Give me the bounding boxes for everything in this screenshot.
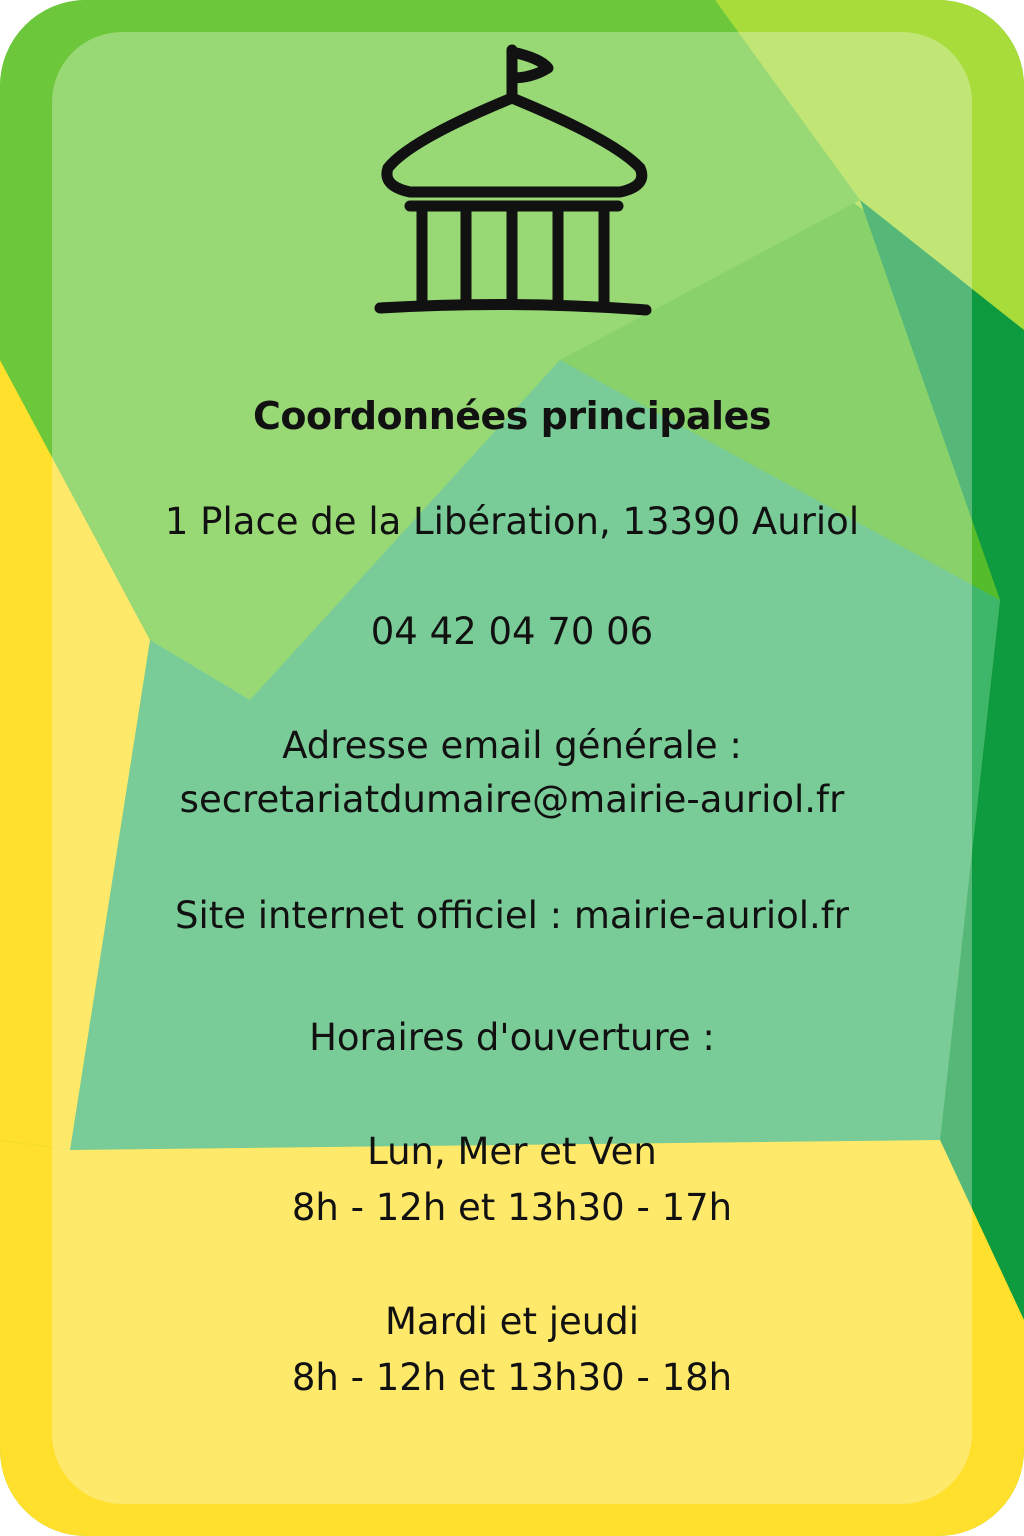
website-link[interactable]: Site internet officiel : mairie-auriol.fr: [174, 894, 850, 937]
opening-hours-label: Horaires d'ouverture :: [309, 1016, 715, 1059]
schedule-hours-2: 8h - 12h et 13h30 - 18h: [291, 1356, 733, 1399]
phone-number[interactable]: 04 42 04 70 06: [370, 610, 654, 653]
schedule-hours-1: 8h - 12h et 13h30 - 17h: [291, 1186, 733, 1229]
schedule-days-1: Lun, Mer et Ven: [367, 1130, 657, 1173]
address-text: 1 Place de la Libération, 13390 Auriol: [164, 500, 860, 543]
schedule-days-2: Mardi et jeudi: [385, 1300, 639, 1343]
email-label: Adresse email générale :: [282, 724, 742, 767]
email-link[interactable]: secretariatdumaire@mairie-auriol.fr: [179, 778, 845, 821]
section-heading: Coordonnées principales: [253, 394, 771, 438]
